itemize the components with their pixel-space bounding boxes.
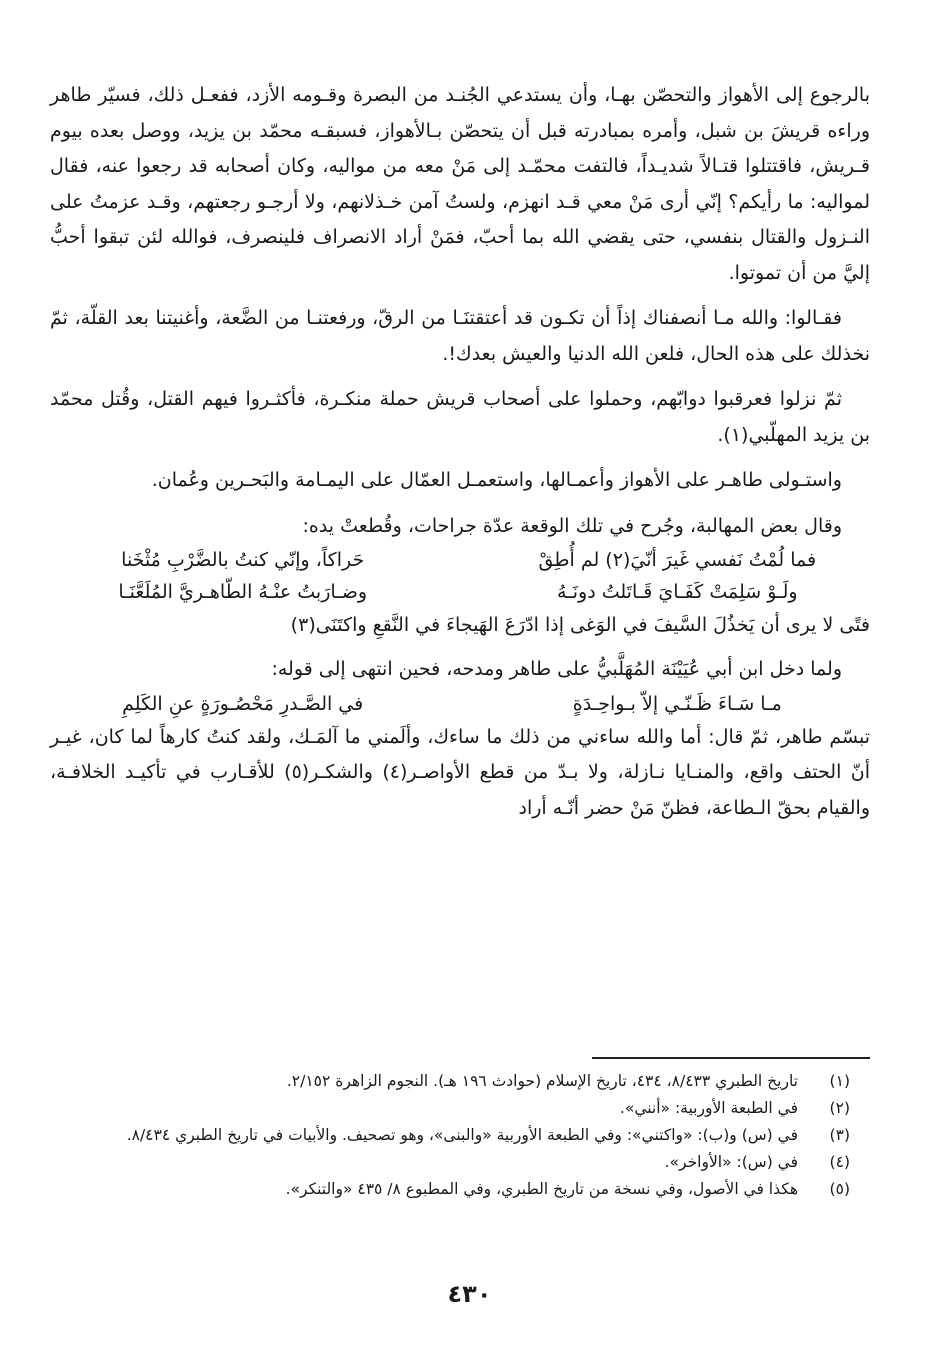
- text-line: تبسّم طاهر، ثمّ قال: أما والله ساءني من ذلك ما ساءك، وألَمني ما آلمَـك، ولقد: [246, 725, 870, 748]
- text-line: ذلك، فسيّر طاهر وراءه قريشَ بن شبل، وأمره بمبادرته قبل أن يتحصّن بـالأهواز، فسبقـه: [50, 84, 870, 142]
- text-line: إليَّ من أن تموتوا.: [728, 261, 870, 284]
- verse-line: [50, 544, 870, 576]
- text-line: وعُمان.: [151, 469, 209, 491]
- footnote: [50, 1149, 850, 1176]
- verse-second-hemistich: وضـارَبتُ عنْـهُ الطّاهـريَّ المُلَعَّنَـا: [118, 581, 368, 603]
- paragraph-6: ولما دخل ابن أبي عُيَيْنَة المُهَلَّبيُّ على طاهر ومدحه، فحين انتهى إلى قوله:: [271, 658, 842, 680]
- text-line: محمّد بن يزيد، ووصل بعده بيوم قـريش، فاقتتلوا قتـالاً شديـداً، فالتفت محمّـد إلى مَنْ: [50, 119, 870, 177]
- text-line: بالرجوع إلى الأهواز والتحصّن بهـا، وأن يستدعي الجُنـد من البصرة وقـومه الأزد، ففعـل: [190, 84, 870, 106]
- footnote: [50, 1176, 850, 1203]
- footnotes: [50, 1068, 850, 1203]
- paragraph-3: [50, 382, 870, 453]
- text-line: قـد انهزم، ولستُ آمن خـذلانهم، ولا أرجـو رجعتهم، وقـد عزمتُ على النـزول والقتال: [50, 190, 871, 248]
- footnote-text: هكذا في الأصول، وفي نسخة من تاريخ الطبري، وفي المطبوع ٨/ ٤٣٥ «والتنكر».: [285, 1180, 798, 1198]
- text-line: ثمّ نزلوا فعرقبوا دوابّهم، وحملوا على أصحاب قريش حملة منكـرة، فأكثـروا فيهم: [201, 388, 842, 410]
- verse-first-hemistich: مـا سَـاءَ ظَـنّـي إلاّ بـواحِـدَةٍ: [572, 692, 782, 715]
- text-line: معه من مواليه، وكان أصحابه قد رجعوا عنه، فقال لمواليه: ما رأيكم؟ إنّي أرى مَنْ معي: [50, 155, 870, 213]
- footnote: [50, 1095, 850, 1122]
- text-line: بنفسي، حتى يقضي الله بما أحبّ، فمَنْ أراد الانصراف فلينصرف، فوالله لئن تبقوا أحبُّ: [50, 226, 744, 248]
- footnote-number: (٣): [829, 1126, 850, 1144]
- paragraph-4: [50, 463, 870, 499]
- text-line: واستـولى طاهـر على الأهواز وأعمـالها، واستعمـل العمّال على اليمـامة والبَحـرين: [215, 469, 842, 491]
- footnote-divider: [592, 1057, 870, 1059]
- paragraph-1: [50, 78, 870, 291]
- footnote-text: في (س) و(ب): «واكتني»: وفي الطبعة الأوربية «والبنى»، وهو تصحيف. والأبيات في تاريخ الطبري ٨/٤٣٤.: [126, 1126, 798, 1144]
- page-body: [50, 78, 870, 826]
- poem-1: [50, 544, 870, 642]
- verse-second-hemistich: حَراكاً، وإنّي كنتُ بالضَّرْبِ مُثْخَنا: [121, 549, 365, 571]
- verse-first-hemistich: فما لُمْتُ نَفسي غَيرَ أنّيَ(٢) لم أُطِقْ: [538, 549, 817, 571]
- verse-line-single: فتًى لا يرى أن يَخذُلَ السَّيفَ في الوَغى إذا ادّرَعَ الهَيجاءَ في النَّقعِ واكتَنَى(٣): [290, 614, 870, 636]
- page-number: ٤٣٠: [447, 1280, 492, 1308]
- text-line: وقال بعض المهالبة، وجُرح في تلك الوقعة عدّة جراحات، وقُطعتْ يده:: [302, 514, 842, 537]
- footnote-number: (٥): [829, 1180, 850, 1198]
- text-line: كنتُ كارهاً لما كان، غيـر أنّ الحتف واقع، والمنـايا نـازلة، ولا بـدّ من قطع الأواصـر(٤): [50, 725, 870, 783]
- footnote-text: تاريخ الطبري ٨/٤٣٣، ٤٣٤، تاريخ الإسلام (حوادث ١٩٦ هـ). النجوم الزاهرة ٢/١٥٢.: [286, 1072, 798, 1090]
- verse-second-hemistich: في الصَّـدرِ مَحْصُـورَةٍ عنِ الكَلِمِ: [122, 692, 364, 715]
- footnote-number: (٢): [829, 1099, 850, 1117]
- footnote-text: في الطبعة الأوربية: «أنني».: [619, 1099, 798, 1117]
- footnote-text: في (س): «الأواخر».: [664, 1153, 798, 1171]
- paragraph-7: [50, 720, 870, 827]
- footnote: [50, 1122, 850, 1149]
- verse-line: [50, 576, 870, 608]
- text-line: والشكـر(٥) للأقـارب في تأكيـد الخلافـة، والقيام بحقّ الـطاعة، فظنّ مَنْ حضر أنّـه أراد: [50, 761, 870, 819]
- text-line: فقـالوا: والله مـا أنصفناك إذاً أن تكـون قد أعتقتنَـا من الرقّ، ورفعتنـا من الضَّعة،: [215, 307, 842, 329]
- main-text: [50, 78, 870, 544]
- text-line: القتل، وقُتل محمّد بن يزيد المهلّبي(١).: [50, 388, 870, 446]
- poem-2: [50, 688, 870, 720]
- footnote: [50, 1068, 850, 1095]
- footnote-number: (١): [829, 1072, 850, 1090]
- text-line: وأغنيتنا بعد القلّة، ثمّ نخذلك على هذه الحال، فلعن الله الدنيا والعيش بعدك!.: [50, 307, 870, 365]
- paragraph-2: [50, 301, 870, 372]
- footnote-number: (٤): [829, 1153, 850, 1171]
- paragraph-5: [50, 509, 870, 545]
- verse-line: [50, 688, 870, 720]
- verse-first-hemistich: ولَـوْ سَلِمَتْ كَفَـايَ قَـاتَلتُ دونَـهُ: [557, 581, 798, 603]
